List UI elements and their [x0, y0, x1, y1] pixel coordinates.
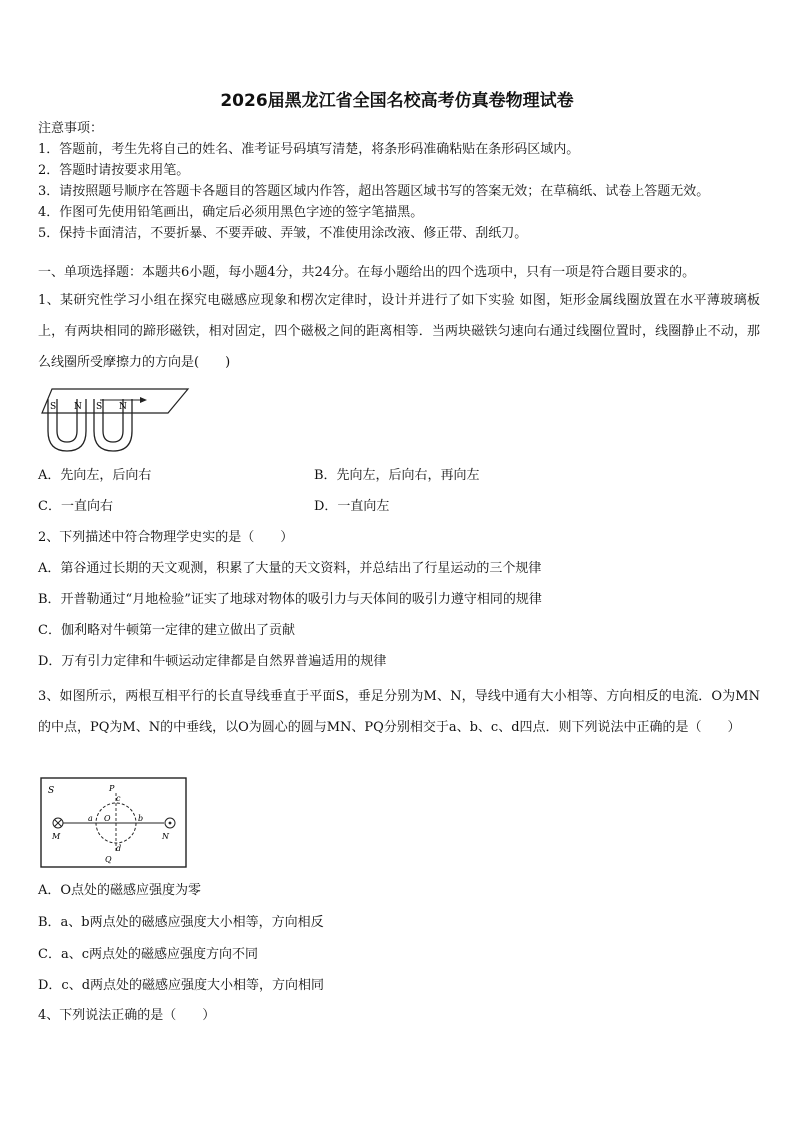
notice-item: 3．请按照题号顺序在答题卡各题目的答题区域内作答，超出答题区域书写的答案无效；在草稿纸、试卷上答题无效。: [38, 184, 710, 199]
option-b[interactable]: B．先向左，后向右，再向左: [314, 468, 480, 483]
option-b[interactable]: B．开普勒通过“月地检验”证实了地球对物体的吸引力与天体间的吸引力遵守相同的规律: [38, 592, 542, 607]
magnet-coil-figure: [40, 385, 190, 457]
point-label: M: [52, 832, 61, 841]
point-label: O: [104, 814, 111, 823]
plane-label: S: [48, 786, 55, 796]
option-a[interactable]: A．O点处的磁感应强度为零: [38, 883, 202, 898]
point-label: a: [88, 814, 93, 823]
pole-label: N: [119, 402, 127, 412]
option-c[interactable]: C．一直向右: [38, 499, 113, 514]
page-title: 2026届黑龙江省全国名校高考仿真卷物理试卷: [220, 91, 574, 111]
option-a[interactable]: A．先向左，后向右: [38, 468, 152, 483]
point-label: P: [109, 784, 115, 793]
notice-item: 5．保持卡面清洁，不要折暴、不要弄破、弄皱，不准使用涂改液、修正带、刮纸刀。: [38, 226, 528, 241]
point-label: b: [138, 814, 144, 823]
option-b[interactable]: B．a、b两点处的磁感应强度大小相等，方向相反: [38, 915, 324, 930]
point-label: d: [116, 844, 122, 853]
point-label: c: [116, 794, 121, 803]
pole-label: S: [50, 402, 57, 412]
question-4-stem: 4、下列说法正确的是（ ）: [38, 1008, 216, 1023]
question-2-stem: 2、下列描述中符合物理学史实的是（ ）: [38, 530, 294, 545]
option-a[interactable]: A．第谷通过长期的天文观测，积累了大量的天文资料，并总结出了行星运动的三个规律: [38, 561, 542, 576]
point-label: Q: [105, 855, 112, 864]
option-c[interactable]: C．a、c两点处的磁感应强度方向不同: [38, 947, 258, 962]
notice-item: 4．作图可先使用铅笔画出，确定后必须用黑色字迹的签字笔描黑。: [38, 205, 424, 220]
option-c[interactable]: C．伽利略对牛顿第一定律的建立做出了贡献: [38, 623, 295, 638]
option-d[interactable]: D．一直向左: [314, 499, 390, 514]
section-heading: 一、单项选择题：本题共6小题，每小题4分，共24分。在每小题给出的四个选项中，只有一项是符合题目要求的。: [38, 265, 696, 280]
question-3-stem: 3、如图所示，两根互相平行的长直导线垂直于平面S，垂足分别为M、N，导线中通有大小相等、方向相反的电流．O为MN的中点，PQ为M、N的中垂线，以O为圆心的圆与MN、PQ分别相交于a、b、c、d四点．则下列说法中正确的是（ ）: [38, 689, 760, 735]
notice-item: 2．答题时请按要求用笔。: [38, 163, 190, 178]
pole-label: N: [74, 402, 82, 412]
notice-item: 1．答题前，考生先将自己的姓名、准考证号码填写清楚，将条形码准确粘贴在条形码区域内。: [38, 142, 580, 157]
pole-label: S: [96, 402, 103, 412]
question-1-stem: 1、某研究性学习小组在探究电磁感应现象和楞次定律时，设计并进行了如下实验 如图，矩形金属线圈放置在水平薄玻璃板上，有两块相同的蹄形磁铁，相对固定，四个磁极之间的距离相等．当两块磁铁匀速向右通过线圈位置时，线圈静止不动，那么线圈所受摩擦力的方向是( ): [38, 293, 760, 370]
field-diagram-figure: [40, 777, 188, 869]
point-label: N: [162, 832, 169, 841]
notice-heading: 注意事项：: [38, 121, 104, 136]
option-d[interactable]: D．万有引力定律和牛顿运动定律都是自然界普遍适用的规律: [38, 654, 387, 669]
option-d[interactable]: D．c、d两点处的磁感应强度大小相等，方向相同: [38, 978, 325, 993]
